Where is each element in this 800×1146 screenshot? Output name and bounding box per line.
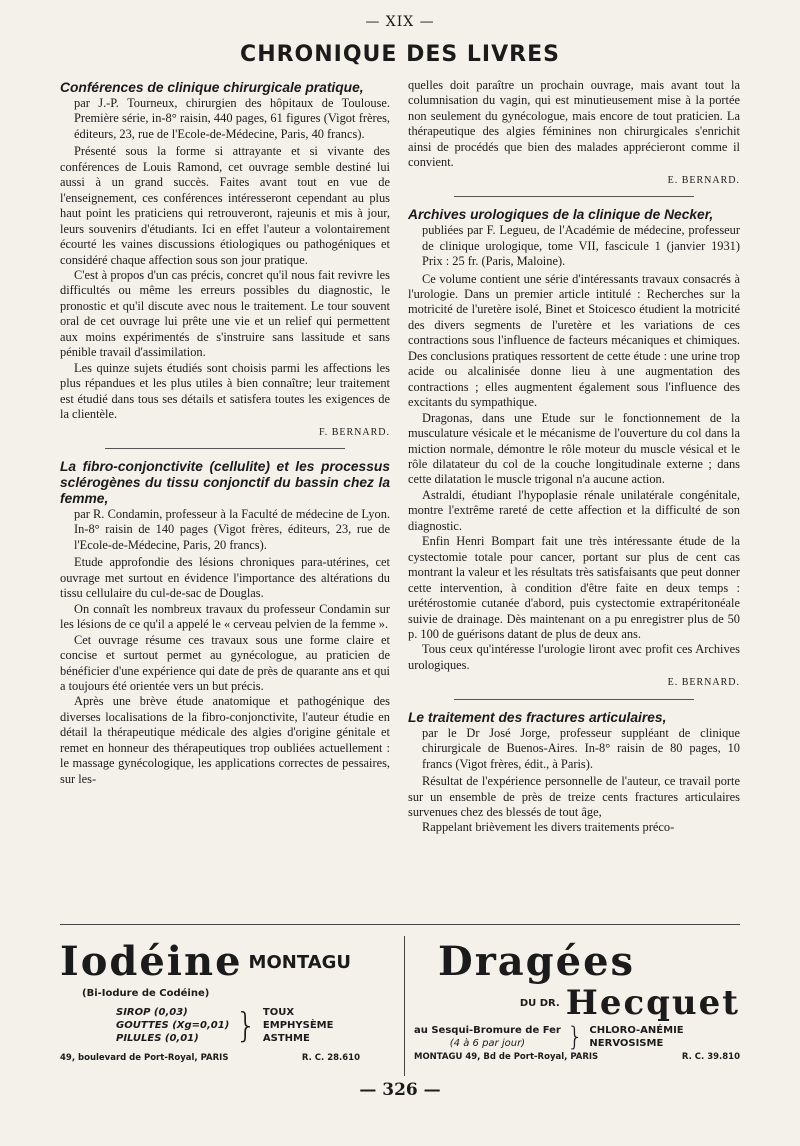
review-paragraph: Résultat de l'expérience personnelle de l'auteur, ce travail porte sur un ensemble de près de treize cents fractures articulaires survenues chez des blessés de tout âge, bbox=[408, 774, 740, 820]
advert-use: NERVOSISME bbox=[589, 1038, 664, 1049]
brace-glyph: } bbox=[235, 1005, 257, 1046]
advert-du: DU DR. bbox=[519, 997, 560, 1009]
advert-code: R. C. 39.810 bbox=[681, 1052, 740, 1062]
review-paragraph: Présenté sous la forme si attrayante et si vivante des conférences de Louis Ramond, cet ouvrage semble destiné lui aussi à un grand succès. Faites avant tout en vue de l'enseignement, ces conférences intéresseront cependant au plus haut point les praticiens qui retrouveront, rajeunis et mis à jour, leurs souvenirs d'étudiants. Ici en effet l'auteur a volontairement écourté les vaines discussions étiologiques ou pathogéniques et considéré chaque affection sous son jour pratique. bbox=[60, 144, 390, 267]
advert-uses bbox=[263, 1006, 334, 1045]
review-continuation: quelles doit paraître un prochain ouvrage, mais avant tout la columnisation du vagin, qui est minutieusement mise à la portée non seulement du gynécologue, mais encore de tout praticien. La thérapeutique des algies féminines non chirurgicales s'enrichit ainsi de procédés que bien des malades apprécieront comme il convient. bbox=[408, 78, 740, 170]
review-biblio-4: par le Dr José Jorge, professeur suppléant de clinique chirurgicale de Buenos-Aires. In-8° raisin de 80 pages, 10 francs (Vigot frères, édit., à Paris). bbox=[422, 725, 740, 771]
divider bbox=[454, 699, 694, 700]
review-paragraph: Astraldi, étudiant l'hypoplasie rénale unilatérale congénitale, montre l'extrême rareté de cette affection et la difficulté de son diagnostic. bbox=[408, 487, 740, 533]
reviewer-signature: E. BERNARD. bbox=[667, 677, 740, 689]
advert-hecquet bbox=[414, 940, 740, 1076]
advert-separator bbox=[404, 936, 405, 1076]
advert-address: MONTAGU 49, Bd de Port-Royal, PARIS bbox=[414, 1052, 599, 1062]
advert-brand-row bbox=[414, 984, 740, 1022]
review-paragraph: Après une brève étude anatomique et pathogénique des diverses localisations de la fibro-conjonctivite, l'auteur étudie en détail la thérapeutique médicale des algies d'origine génitale et remet en honneur des thérapeutiques trop oubliées actuellement : le massage gynécologique, les applications correctes de pessaires, sur les- bbox=[60, 694, 390, 786]
section-heading: CHRONIQUE DES LIVRES bbox=[240, 42, 560, 67]
advert-header bbox=[60, 940, 396, 984]
advert-rule bbox=[60, 924, 740, 925]
review-paragraph: Ce volume contient une série d'intéressants travaux consacrés à l'urologie. Dans un premier article intitulé : Recherches sur la motricité de l'uretère isolé, Binet et Stoicesco étudient la motricité des divers segments de l'uretère et les variations de ces contractions sous l'influence de facteurs mécaniques et chimiques. Des conclusions pratiques ressortent de cette étude : une urine trop acide ou alcalinisée donne lieu à une augmentation des contractions ; elles augmentent également sous l'influence des excitants du sympathique. bbox=[408, 271, 740, 410]
advert-form: GOUTTES (Xg=0,01) bbox=[116, 1020, 230, 1031]
advert-use: CHLORO-ANÉMIE bbox=[589, 1025, 684, 1036]
advert-brand-2: Hecquet bbox=[565, 983, 740, 1023]
review-paragraph: Etude approfondie des lésions chroniques para-utérines, cet ouvrage met surtout en évidence l'importance des altérations du tissu cellulaire du cul-de-sac de Douglas. bbox=[60, 555, 390, 601]
advert-uses bbox=[589, 1024, 683, 1050]
divider bbox=[105, 448, 345, 449]
left-column bbox=[60, 78, 390, 918]
advert-form: PILULES (0,01) bbox=[116, 1033, 199, 1044]
review-title-3: Archives urologiques de la clinique de Necker, bbox=[408, 207, 714, 223]
review-title-1: Conférences de clinique chirurgicale pratique, bbox=[60, 80, 364, 95]
advert-formula-block bbox=[414, 1024, 740, 1050]
review-title-4: Le traitement des fractures articulaires, bbox=[408, 709, 667, 725]
advert-forms-block bbox=[116, 1006, 396, 1045]
advert-formula: au Sesqui-Bromure de Fer bbox=[414, 1025, 561, 1036]
review-paragraph: Cet ouvrage résume ces travaux sous une forme claire et concise et surtout permet au gynécologue, au praticien de bénéficier d'une expérience qui date de près de quarante ans et qui a toujours été orientée vers un but précis. bbox=[60, 632, 390, 693]
advert-use: TOUX bbox=[262, 1007, 295, 1018]
review-title-2: La fibro-conjonctivite (cellulite) et les processus sclérogènes du tissu conjonctif du bassin chez la femme, bbox=[60, 458, 390, 506]
review-paragraph: Enfin Henri Bompart fait une très intéressante étude de la cystectomie totale pour cancer, portant sur plus de cent cas montrant la valeur et les résultats très satisfaisants que peut donner cette intervention, à condition d'être faite en deux temps : urétérostomie cutanée d'abord, puis cystectomie extrapéritonéale suivie de drainage. Dès maintenant on a pu enregistrer plus de 50 p. 100 de guérisons datant de plus de deux ans. bbox=[408, 534, 740, 641]
advert-use: ASTHME bbox=[262, 1033, 310, 1044]
advert-footer bbox=[414, 1052, 740, 1062]
advert-dose: (4 à 6 par jour) bbox=[449, 1038, 526, 1049]
advert-iodeine bbox=[60, 940, 396, 1076]
advert-code: R. C. 28.610 bbox=[301, 1053, 360, 1063]
advert-brand: Dragées bbox=[438, 938, 636, 985]
advert-form: SIROP (0,03) bbox=[116, 1007, 188, 1018]
advert-maker: MONTAGU bbox=[248, 951, 352, 973]
advert-use: EMPHYSÈME bbox=[262, 1020, 334, 1031]
reviewer-signature: F. BERNARD. bbox=[318, 426, 390, 438]
page-number: — 326 — bbox=[359, 1080, 441, 1100]
review-biblio-1: par J.-P. Tourneux, chirurgien des hôpitaux de Toulouse. Première série, in-8° raisin, 440 pages, 61 figures (Vigot frères, éditeurs, 23, rue de l'Ecole-de-Médecine, Paris, 40 francs). bbox=[74, 96, 390, 141]
review-paragraph: C'est à propos d'un cas précis, concret qu'il nous fait revivre les difficultés ou même les erreurs possibles du diagnostic, le pronostic et qu'il discute avec nous le traitement. Le tour souvent oral de cet ouvrage lui prête une vie et un relief qui permettent aux moins expérimentés de s'instruire sans lassitude et sans pénible travail d'assimilation. bbox=[60, 267, 390, 360]
review-paragraph: Dragonas, dans une Etude sur le fonctionnement de la musculature vésicale et le mécanisme de l'ouverture du col dans la miction normale, démontre le rôle moteur du muscle vésical et le rôle dilatateur du col de la couche longitudinale externe ; dans cette dilatation le muscle trigonal n'a aucune action. bbox=[408, 410, 740, 487]
review-biblio-2: par R. Condamin, professeur à la Faculté de médecine de Lyon. In-8° raisin de 140 pages (Vigot frères, éditeurs, 23, rue de l'Ecole-de-Médecine, Paris, 20 francs). bbox=[74, 506, 390, 552]
review-paragraph: On connaît les nombreux travaux du professeur Condamin sur les lésions de ce qu'il a appelé le « cerveau pelvien de la femme ». bbox=[60, 601, 390, 632]
advert-subtitle: (Bi-Iodure de Codéine) bbox=[82, 988, 210, 999]
advert-footer bbox=[60, 1053, 396, 1063]
advert-formula-text bbox=[414, 1024, 561, 1050]
advert-address: 49, boulevard de Port-Royal, PARIS bbox=[60, 1053, 229, 1063]
review-paragraph: Les quinze sujets étudiés sont choisis parmi les affections les plus répandues et les plus utiles à bien connaître; leur traitement est étudié dans tous ses détails et satisfera toutes les exigences de la clientèle. bbox=[60, 360, 390, 422]
reviewer-signature: E. BERNARD. bbox=[667, 174, 740, 186]
advert-brand: Iodéine bbox=[60, 938, 243, 985]
roman-page-header: — XIX — bbox=[365, 14, 435, 30]
review-biblio-3: publiées par F. Legueu, de l'Académie de médecine, professeur de clinique urologique, tome VII, fascicule 1 (janvier 1931) Prix : 25 fr. (Paris, Maloine). bbox=[422, 223, 740, 269]
advert-forms bbox=[116, 1006, 229, 1045]
brace-glyph: } bbox=[566, 1022, 584, 1052]
review-paragraph: Rappelant brièvement les divers traitements préco- bbox=[422, 820, 675, 835]
right-column bbox=[408, 78, 740, 918]
divider bbox=[454, 196, 694, 197]
review-paragraph: Tous ceux qu'intéresse l'urologie liront avec profit ces Archives urologiques. bbox=[408, 642, 740, 672]
